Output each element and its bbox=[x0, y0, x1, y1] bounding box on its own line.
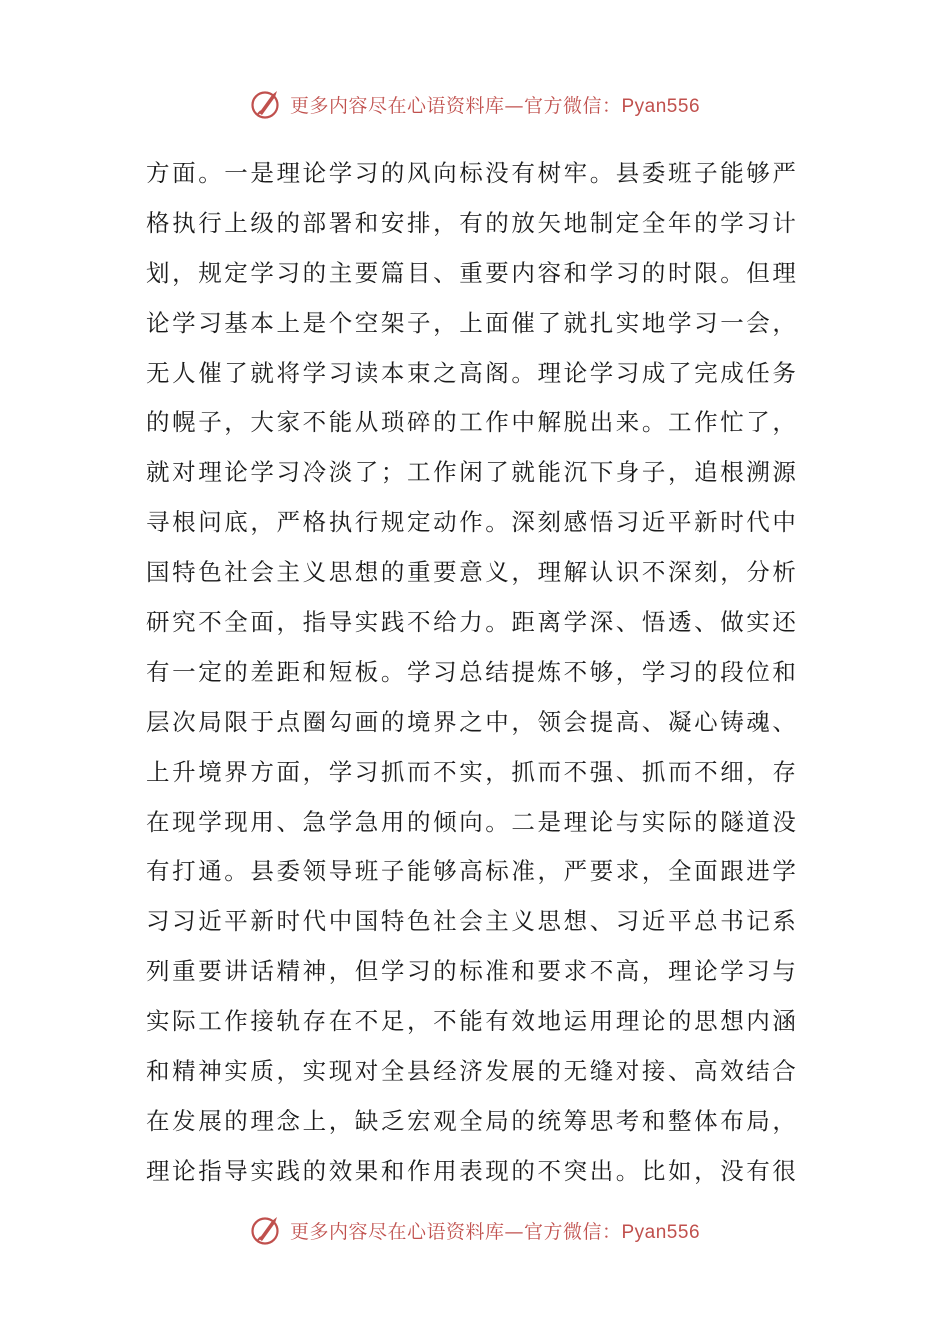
text-line: 就对理论学习冷淡了；工作闲了就能沉下身子，追根溯源 bbox=[146, 458, 799, 487]
text-line: 列重要讲话精神，但学习的标准和要求不高，理论学习与 bbox=[146, 957, 799, 986]
text-line: 研究不全面，指导实践不给力。距离学深、悟透、做实还 bbox=[146, 608, 799, 637]
text-line: 划，规定学习的主要篇目、重要内容和学习的时限。但理 bbox=[146, 258, 799, 287]
text-line: 寻根问底，严格执行规定动作。深刻感悟习近平新时代中 bbox=[146, 508, 799, 537]
text-line: 理论指导实践的效果和作用表现的不突出。比如，没有很 bbox=[146, 1156, 799, 1185]
text-line: 习习近平新时代中国特色社会主义思想、习近平总书记系 bbox=[146, 907, 799, 936]
text-line: 和精神实质，实现对全县经济发展的无缝对接、高效结合 bbox=[146, 1057, 799, 1086]
text-line: 在发展的理念上，缺乏宏观全局的统筹思考和整体布局， bbox=[146, 1106, 799, 1135]
header-wechat-id: Pyan556 bbox=[621, 95, 701, 117]
text-line: 在现学现用、急学急用的倾向。二是理论与实际的隧道没 bbox=[146, 807, 799, 836]
pen-logo-icon bbox=[250, 1213, 284, 1247]
text-line: 有打通。县委领导班子能够高标准，严要求，全面跟进学 bbox=[146, 857, 799, 886]
text-line: 格执行上级的部署和安排，有的放矢地制定全年的学习计 bbox=[146, 208, 799, 237]
footer-banner-text: 更多内容尽在心语资料库—官方微信：Pyan556 bbox=[289, 1220, 701, 1243]
header-banner bbox=[0, 84, 950, 124]
text-line: 国特色社会主义思想的重要意义，理解认识不深刻，分析 bbox=[146, 558, 799, 587]
header-banner-text: 更多内容尽在心语资料库—官方微信：Pyan556 bbox=[289, 94, 701, 117]
text-line: 层次局限于点圈勾画的境界之中，领会提高、凝心铸魂、 bbox=[146, 707, 799, 736]
pen-logo-icon bbox=[250, 87, 284, 121]
text-line: 有一定的差距和短板。学习总结提炼不够，学习的段位和 bbox=[146, 657, 799, 686]
footer-banner bbox=[0, 1210, 950, 1250]
text-line: 无人催了就将学习读本束之高阁。理论学习成了完成任务 bbox=[146, 358, 799, 387]
text-line: 论学习基本上是个空架子，上面催了就扎实地学习一会， bbox=[146, 308, 799, 337]
text-line: 方面。一是理论学习的风向标没有树牢。县委班子能够严 bbox=[146, 159, 799, 187]
text-line: 的幌子，大家不能从琐碎的工作中解脱出来。工作忙了， bbox=[146, 408, 799, 437]
footer-wechat-id: Pyan556 bbox=[621, 1221, 701, 1243]
body-text bbox=[146, 149, 806, 1197]
text-line: 实际工作接轨存在不足，不能有效地运用理论的思想内涵 bbox=[146, 1007, 799, 1036]
text-line: 上升境界方面，学习抓而不实，抓而不强、抓而不细，存 bbox=[146, 757, 799, 786]
